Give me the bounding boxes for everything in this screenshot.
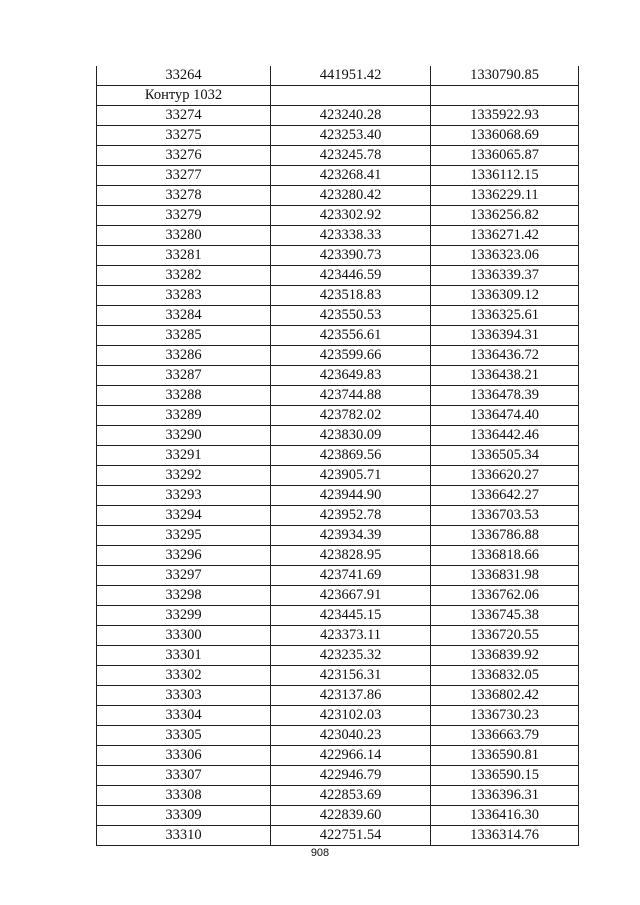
table-row bbox=[97, 246, 579, 266]
x-coordinate-cell: 423934.39 bbox=[271, 526, 431, 546]
x-coordinate-cell: 423240.28 bbox=[271, 106, 431, 126]
point-number-cell: 33264 bbox=[97, 66, 271, 86]
point-number-cell: 33300 bbox=[97, 626, 271, 646]
y-coordinate-cell: 1336112.15 bbox=[431, 166, 579, 186]
y-coordinate-cell: 1336438.21 bbox=[431, 366, 579, 386]
y-coordinate-cell: 1336590.15 bbox=[431, 766, 579, 786]
y-coordinate-cell: 1336416.30 bbox=[431, 806, 579, 826]
point-number-cell: 33287 bbox=[97, 366, 271, 386]
table-row bbox=[97, 266, 579, 286]
y-coordinate-cell: 1335922.93 bbox=[431, 106, 579, 126]
section-label: Контур 1032 bbox=[97, 86, 271, 106]
table-row bbox=[97, 366, 579, 386]
y-coordinate-cell: 1336786.88 bbox=[431, 526, 579, 546]
table-row bbox=[97, 326, 579, 346]
point-number-cell: 33274 bbox=[97, 106, 271, 126]
y-coordinate-cell: 1336802.42 bbox=[431, 686, 579, 706]
point-number-cell: 33279 bbox=[97, 206, 271, 226]
table-row bbox=[97, 66, 579, 86]
x-coordinate-cell: 423518.83 bbox=[271, 286, 431, 306]
x-coordinate-cell: 422946.79 bbox=[271, 766, 431, 786]
y-coordinate-cell: 1336256.82 bbox=[431, 206, 579, 226]
point-number-cell: 33296 bbox=[97, 546, 271, 566]
point-number-cell: 33294 bbox=[97, 506, 271, 526]
y-coordinate-cell: 1336642.27 bbox=[431, 486, 579, 506]
point-number-cell: 33308 bbox=[97, 786, 271, 806]
point-number-cell: 33282 bbox=[97, 266, 271, 286]
y-coordinate-cell: 1336762.06 bbox=[431, 586, 579, 606]
x-coordinate-cell: 423253.40 bbox=[271, 126, 431, 146]
point-number-cell: 33310 bbox=[97, 826, 271, 846]
x-coordinate-cell: 423556.61 bbox=[271, 326, 431, 346]
x-coordinate-cell: 423744.88 bbox=[271, 386, 431, 406]
y-coordinate-cell: 1336325.61 bbox=[431, 306, 579, 326]
y-coordinate-cell: 1336832.05 bbox=[431, 666, 579, 686]
y-coordinate-cell: 1336339.37 bbox=[431, 266, 579, 286]
section-row bbox=[97, 86, 579, 106]
page-number: 908 bbox=[310, 847, 330, 859]
x-coordinate-cell: 423137.86 bbox=[271, 686, 431, 706]
x-coordinate-cell: 422853.69 bbox=[271, 786, 431, 806]
y-coordinate-cell: 1336720.55 bbox=[431, 626, 579, 646]
table-row bbox=[97, 406, 579, 426]
table-row bbox=[97, 786, 579, 806]
x-coordinate-cell: 423905.71 bbox=[271, 466, 431, 486]
table-row bbox=[97, 106, 579, 126]
y-coordinate-cell: 1336068.69 bbox=[431, 126, 579, 146]
point-number-cell: 33306 bbox=[97, 746, 271, 766]
x-coordinate-cell: 423268.41 bbox=[271, 166, 431, 186]
x-coordinate-cell: 423869.56 bbox=[271, 446, 431, 466]
table-row bbox=[97, 166, 579, 186]
x-coordinate-cell: 423040.23 bbox=[271, 726, 431, 746]
empty-cell bbox=[431, 86, 579, 106]
x-coordinate-cell: 422839.60 bbox=[271, 806, 431, 826]
table-row bbox=[97, 546, 579, 566]
point-number-cell: 33292 bbox=[97, 466, 271, 486]
point-number-cell: 33298 bbox=[97, 586, 271, 606]
y-coordinate-cell: 1336065.87 bbox=[431, 146, 579, 166]
x-coordinate-cell: 423667.91 bbox=[271, 586, 431, 606]
point-number-cell: 33278 bbox=[97, 186, 271, 206]
y-coordinate-cell: 1336229.11 bbox=[431, 186, 579, 206]
x-coordinate-cell: 423280.42 bbox=[271, 186, 431, 206]
table-row bbox=[97, 486, 579, 506]
x-coordinate-cell: 423741.69 bbox=[271, 566, 431, 586]
x-coordinate-cell: 423373.11 bbox=[271, 626, 431, 646]
table-row bbox=[97, 826, 579, 846]
coordinates-table-body bbox=[97, 66, 579, 846]
y-coordinate-cell: 1336309.12 bbox=[431, 286, 579, 306]
y-coordinate-cell: 1336505.34 bbox=[431, 446, 579, 466]
table-row bbox=[97, 686, 579, 706]
point-number-cell: 33290 bbox=[97, 426, 271, 446]
point-number-cell: 33280 bbox=[97, 226, 271, 246]
table-row bbox=[97, 466, 579, 486]
x-coordinate-cell: 423302.92 bbox=[271, 206, 431, 226]
x-coordinate-cell: 423245.78 bbox=[271, 146, 431, 166]
point-number-cell: 33299 bbox=[97, 606, 271, 626]
table-row bbox=[97, 446, 579, 466]
empty-cell bbox=[271, 86, 431, 106]
table-row bbox=[97, 526, 579, 546]
table-row bbox=[97, 226, 579, 246]
point-number-cell: 33275 bbox=[97, 126, 271, 146]
x-coordinate-cell: 423649.83 bbox=[271, 366, 431, 386]
point-number-cell: 33297 bbox=[97, 566, 271, 586]
table-row bbox=[97, 626, 579, 646]
x-coordinate-cell: 423782.02 bbox=[271, 406, 431, 426]
point-number-cell: 33286 bbox=[97, 346, 271, 366]
point-number-cell: 33288 bbox=[97, 386, 271, 406]
x-coordinate-cell: 423828.95 bbox=[271, 546, 431, 566]
point-number-cell: 33277 bbox=[97, 166, 271, 186]
point-number-cell: 33293 bbox=[97, 486, 271, 506]
y-coordinate-cell: 1336745.38 bbox=[431, 606, 579, 626]
table-row bbox=[97, 346, 579, 366]
table-row bbox=[97, 746, 579, 766]
y-coordinate-cell: 1336663.79 bbox=[431, 726, 579, 746]
point-number-cell: 33302 bbox=[97, 666, 271, 686]
table-row bbox=[97, 726, 579, 746]
y-coordinate-cell: 1330790.85 bbox=[431, 66, 579, 86]
x-coordinate-cell: 423952.78 bbox=[271, 506, 431, 526]
x-coordinate-cell: 423944.90 bbox=[271, 486, 431, 506]
table-row bbox=[97, 386, 579, 406]
y-coordinate-cell: 1336436.72 bbox=[431, 346, 579, 366]
point-number-cell: 33304 bbox=[97, 706, 271, 726]
y-coordinate-cell: 1336323.06 bbox=[431, 246, 579, 266]
x-coordinate-cell: 423156.31 bbox=[271, 666, 431, 686]
x-coordinate-cell: 423445.15 bbox=[271, 606, 431, 626]
table-row bbox=[97, 606, 579, 626]
y-coordinate-cell: 1336831.98 bbox=[431, 566, 579, 586]
point-number-cell: 33276 bbox=[97, 146, 271, 166]
point-number-cell: 33309 bbox=[97, 806, 271, 826]
table-row bbox=[97, 666, 579, 686]
x-coordinate-cell: 422751.54 bbox=[271, 826, 431, 846]
table-row bbox=[97, 706, 579, 726]
point-number-cell: 33285 bbox=[97, 326, 271, 346]
x-coordinate-cell: 422966.14 bbox=[271, 746, 431, 766]
table-row bbox=[97, 646, 579, 666]
x-coordinate-cell: 423599.66 bbox=[271, 346, 431, 366]
table-row bbox=[97, 766, 579, 786]
y-coordinate-cell: 1336730.23 bbox=[431, 706, 579, 726]
x-coordinate-cell: 423550.53 bbox=[271, 306, 431, 326]
y-coordinate-cell: 1336620.27 bbox=[431, 466, 579, 486]
table-row bbox=[97, 806, 579, 826]
x-coordinate-cell: 423446.59 bbox=[271, 266, 431, 286]
point-number-cell: 33295 bbox=[97, 526, 271, 546]
point-number-cell: 33307 bbox=[97, 766, 271, 786]
x-coordinate-cell: 423235.32 bbox=[271, 646, 431, 666]
table-row bbox=[97, 126, 579, 146]
y-coordinate-cell: 1336590.81 bbox=[431, 746, 579, 766]
y-coordinate-cell: 1336271.42 bbox=[431, 226, 579, 246]
y-coordinate-cell: 1336703.53 bbox=[431, 506, 579, 526]
table-row bbox=[97, 586, 579, 606]
point-number-cell: 33303 bbox=[97, 686, 271, 706]
table-row bbox=[97, 146, 579, 166]
point-number-cell: 33283 bbox=[97, 286, 271, 306]
y-coordinate-cell: 1336442.46 bbox=[431, 426, 579, 446]
x-coordinate-cell: 423338.33 bbox=[271, 226, 431, 246]
table-row bbox=[97, 306, 579, 326]
coordinates-table bbox=[96, 66, 579, 846]
point-number-cell: 33281 bbox=[97, 246, 271, 266]
point-number-cell: 33284 bbox=[97, 306, 271, 326]
point-number-cell: 33291 bbox=[97, 446, 271, 466]
x-coordinate-cell: 441951.42 bbox=[271, 66, 431, 86]
table-row bbox=[97, 206, 579, 226]
table-row bbox=[97, 506, 579, 526]
point-number-cell: 33305 bbox=[97, 726, 271, 746]
y-coordinate-cell: 1336314.76 bbox=[431, 826, 579, 846]
table-row bbox=[97, 566, 579, 586]
y-coordinate-cell: 1336478.39 bbox=[431, 386, 579, 406]
y-coordinate-cell: 1336818.66 bbox=[431, 546, 579, 566]
x-coordinate-cell: 423102.03 bbox=[271, 706, 431, 726]
table-row bbox=[97, 286, 579, 306]
y-coordinate-cell: 1336396.31 bbox=[431, 786, 579, 806]
table-row bbox=[97, 426, 579, 446]
point-number-cell: 33289 bbox=[97, 406, 271, 426]
x-coordinate-cell: 423830.09 bbox=[271, 426, 431, 446]
y-coordinate-cell: 1336394.31 bbox=[431, 326, 579, 346]
y-coordinate-cell: 1336474.40 bbox=[431, 406, 579, 426]
y-coordinate-cell: 1336839.92 bbox=[431, 646, 579, 666]
point-number-cell: 33301 bbox=[97, 646, 271, 666]
table-row bbox=[97, 186, 579, 206]
x-coordinate-cell: 423390.73 bbox=[271, 246, 431, 266]
